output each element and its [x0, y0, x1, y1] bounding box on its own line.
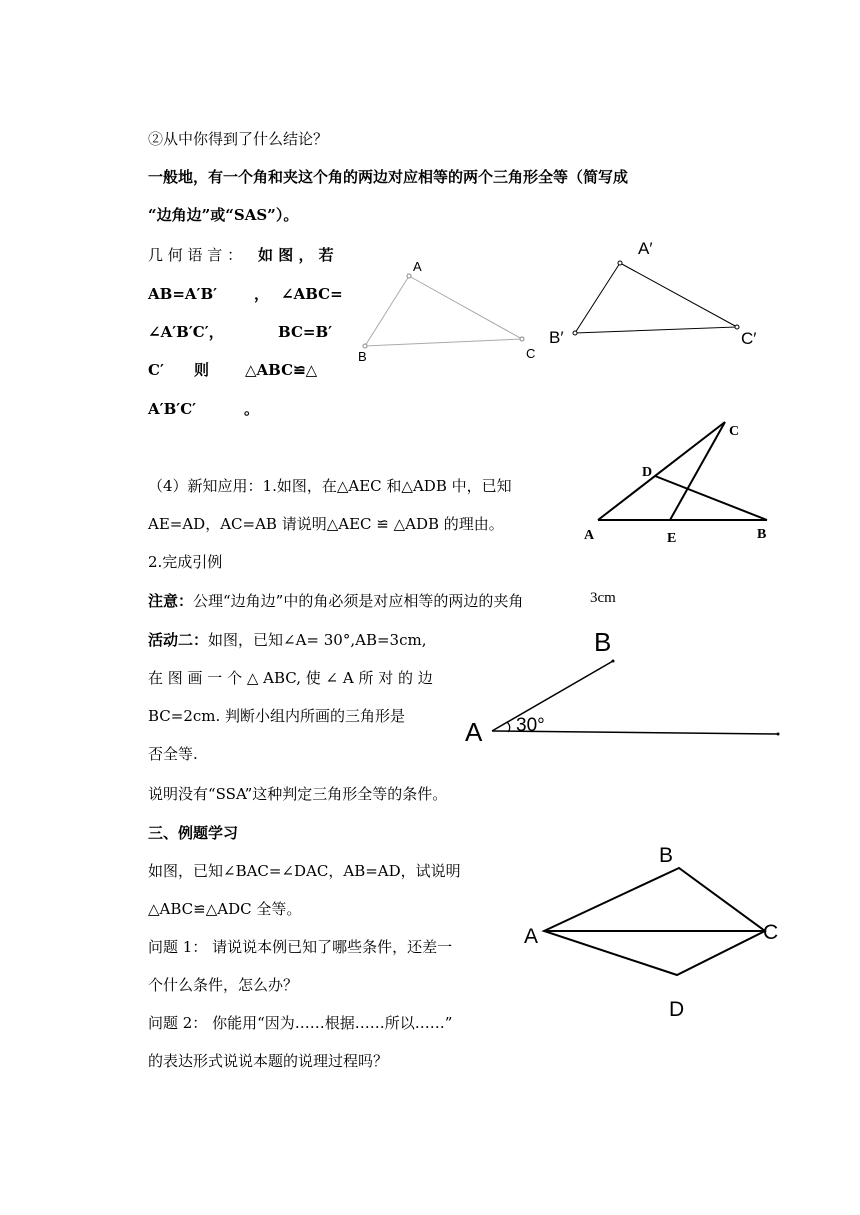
point-label-b: B — [757, 527, 767, 542]
section-3-title: 三、例题学习 — [148, 824, 239, 842]
geo-language-line-3a: ∠A′B′C′， — [148, 323, 224, 341]
point-label-a: A — [584, 528, 595, 543]
geo-language-line-2c: ∠ABC= — [281, 285, 343, 303]
geo-language-line-1: 如 图 ， 若 — [258, 246, 334, 264]
geo-language-line-2a: AB=A′B′ — [148, 285, 218, 303]
question-2-line-a: 问题 2： 你能用“因为……根据……所以……” — [148, 1014, 453, 1032]
theorem-line-1: 一般地，有一个角和夹这个角的两边对应相等的两个三角形全等（简写成 — [148, 168, 629, 186]
geo-language-line-5b: 。 — [244, 400, 260, 418]
point-label-d: D — [642, 465, 653, 480]
question-2-line-b: 的表达形式说说本题的说理过程吗？ — [148, 1052, 389, 1070]
vertex-label-b-prime: B′ — [549, 328, 564, 347]
application-line-2: AE=AD，AC=AB 请说明△AEC ≌ △ADB 的理由。 — [148, 515, 504, 533]
question-2: ②从中你得到了什么结论？ — [148, 130, 329, 148]
point-label-c: C — [763, 921, 779, 944]
vertex-label-b: B — [358, 349, 367, 364]
activity-2-line-4: 否全等. — [148, 745, 198, 763]
note-text: 公理“边角边”中的角必须是对应相等的两边的夹角 — [193, 592, 524, 610]
application-line-3: 2.完成引例 — [148, 553, 223, 571]
activity-2-line-2: 在 图 画 一 个 △ ABC, 使 ∠ A 所 对 的 边 — [148, 669, 433, 687]
point-label-a: A — [465, 717, 483, 747]
triangle-abc — [358, 259, 535, 364]
point-label-e: E — [667, 531, 677, 546]
application-line-1: （4）新知应用：1.如图，在△AEC 和△ADB 中，已知 — [148, 477, 512, 495]
geo-language-line-4c: △ABC≌△ — [245, 361, 318, 379]
angle-label-30: 30° — [516, 715, 545, 736]
point-label-b: B — [659, 844, 674, 867]
geo-language-line-3b: BC=B′ — [278, 323, 333, 341]
sas-triangles-figure — [350, 230, 770, 370]
section-3-line-2: △ABC≌△ADC 全等。 — [148, 900, 302, 918]
geo-language-line-4b: 则 — [194, 361, 210, 379]
vertex-label-c-prime: C′ — [741, 329, 757, 348]
section-3-line-1: 如图，已知∠BAC=∠DAC，AB=AD，试说明 — [148, 862, 461, 880]
activity-2-line-5: 说明没有“SSA”这种判定三角形全等的条件。 — [148, 785, 448, 803]
geo-language-line-4a: C′ — [148, 361, 164, 379]
note-label: 注意： — [148, 592, 194, 610]
point-label-b: B — [594, 627, 612, 657]
theorem-line-2: “边角边”或“SAS”）。 — [148, 206, 299, 224]
geo-language-line-5: A′B′C′ — [148, 400, 197, 418]
angle-30-figure — [455, 585, 795, 750]
question-1-line-b: 个什么条件，怎么办？ — [148, 976, 299, 994]
length-label-3cm: 3cm — [590, 590, 616, 606]
geo-language-label: 几 何 语 言 ： — [148, 246, 243, 264]
vertex-label-a-prime: A′ — [638, 239, 653, 258]
triangle-a-prime-b-prime-c-prime — [549, 239, 756, 348]
vertex-label-c: C — [526, 346, 536, 361]
triangles-aec-adb-figure — [570, 410, 790, 550]
activity-2-label: 活动二： — [148, 631, 209, 649]
kite-abcd-figure — [515, 835, 795, 1025]
activity-2-text: 如图，已知∠A= 30°,AB=3cm, — [208, 631, 427, 649]
question-1-line-a: 问题 1： 请说说本例已知了哪些条件，还差一 — [148, 938, 453, 956]
activity-2-line-3: BC=2cm. 判断小组内所画的三角形是 — [148, 707, 406, 725]
point-label-a: A — [524, 925, 539, 948]
activity-2-line-1 — [148, 630, 426, 650]
geo-language-line-2b: ， — [254, 285, 270, 303]
vertex-label-a: A — [413, 259, 422, 274]
point-label-d: D — [669, 998, 685, 1021]
point-label-c: C — [729, 424, 740, 439]
